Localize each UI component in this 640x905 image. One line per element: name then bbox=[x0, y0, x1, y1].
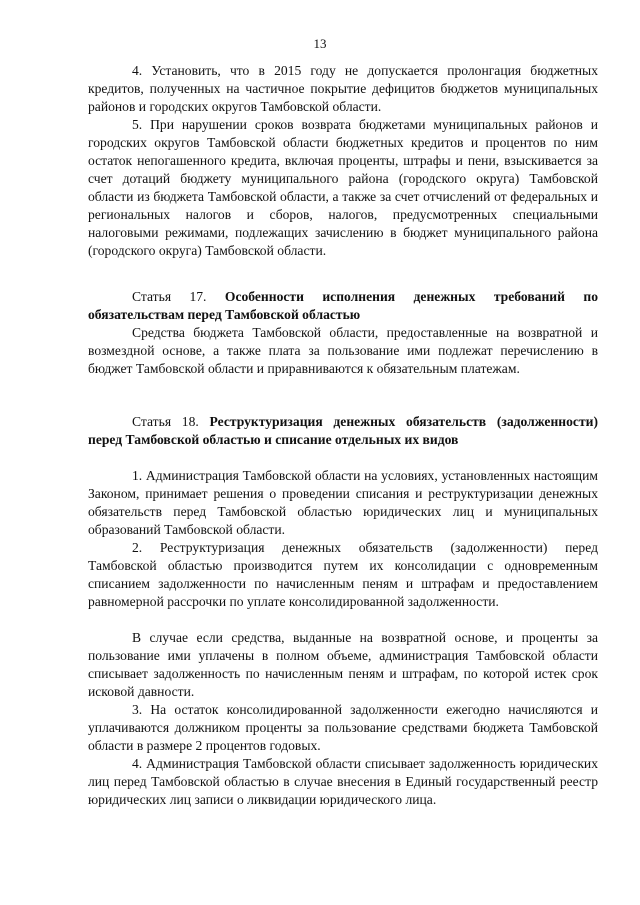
art18-heading bbox=[88, 413, 598, 449]
art18-paragraph-2: 2. Реструктуризация денежных обязательств (задолженности) перед Тамбовской областью производится путем их консолидации с одновременным списанием задолженности по начисленным пеням и штрафам и предоставлением равномерной рассрочки по уплате консолидированной задолженности. bbox=[88, 540, 598, 609]
art18-paragraph-3: 3. На остаток консолидированной задолженности ежегодно начисляются и уплачиваются должником проценты за пользование средствами бюджета Тамбовской области в размере 2 процентов годовых. bbox=[88, 702, 598, 753]
art17-title: Особенности исполнения денежных требований по обязательствам перед Тамбовской областью bbox=[88, 289, 598, 322]
art18-paragraph-1: 1. Администрация Тамбовской области на условиях, установленных настоящим Законом, принимает решения о проведении списания и реструктуризации денежных обязательств перед Тамбовской областью юридических лиц и муниципальных образований Тамбовской области. bbox=[88, 468, 598, 537]
art16-paragraph-5: 5. При нарушении сроков возврата бюджетами муниципальных районов и городских округов Тамбовской области бюджетных кредитов и процентов по ним остаток непогашенного кредита, включая проценты, штрафы и пени, взыскивается за счет дотаций бюджету муниципального района (городского округа) Тамбовской области из бюджета Тамбовской области, а также за счет отчислений от федеральных и региональных налогов и сборов, налогов, предусмотренных специальными налоговыми режимами, подлежащих зачислению в бюджет муниципального района (городского округа) Тамбовской области. bbox=[88, 117, 598, 258]
art17-paragraph-1: Средства бюджета Тамбовской области, предоставленные на возвратной и возмездной основе, а также плата за пользование ими подлежат перечислению в бюджет Тамбовской области и приравниваются к обязательным платежам. bbox=[88, 325, 598, 376]
art18-title: Реструктуризация денежных обязательств (задолженности) перед Тамбовской областью и списание отдельных их видов bbox=[88, 414, 598, 447]
art17-label: Статья 17. bbox=[132, 289, 207, 304]
art18-label: Статья 18. bbox=[132, 414, 199, 429]
art18-paragraph-4: 4. Администрация Тамбовской области списывает задолженность юридических лиц перед Тамбовской областью в случае внесения в Единый государственный реестр юридических лиц записи о ликвидации юридического лица. bbox=[88, 756, 598, 807]
art16-paragraph-4: 4. Установить, что в 2015 году не допускается пролонгация бюджетных кредитов, полученных на частичное покрытие дефицитов бюджетов муниципальных районов и городских округов Тамбовской области. bbox=[88, 63, 598, 114]
page-number: 13 bbox=[313, 36, 327, 51]
art18-paragraph-2b: В случае если средства, выданные на возвратной основе, и проценты за пользование ими уплачены в полном объеме, администрация Тамбовской области списывает задолженность по начисленным пеням и штрафам, по которой истек срок исковой давности. bbox=[88, 630, 598, 699]
art17-heading bbox=[88, 288, 598, 324]
